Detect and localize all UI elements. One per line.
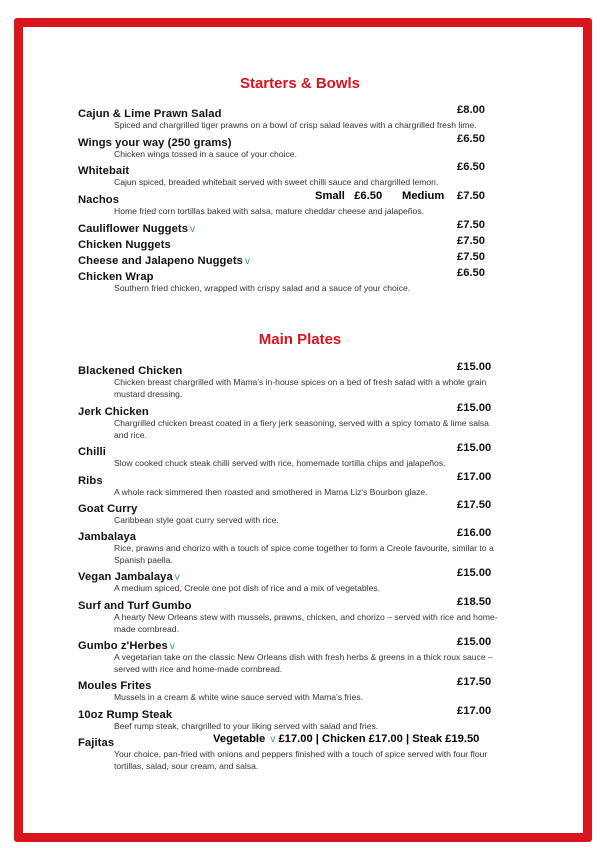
menu-item xyxy=(78,161,498,188)
menu-item xyxy=(78,705,498,732)
item-price: £18.50 xyxy=(457,596,492,608)
item-name: Chicken Wrap xyxy=(78,271,154,283)
menu-item xyxy=(78,567,498,594)
item-price: £17.00 xyxy=(457,705,492,717)
item-name: Blackened Chicken xyxy=(78,365,183,377)
item-name: Whitebait xyxy=(78,165,130,177)
item-price: £15.00 xyxy=(457,567,492,579)
item-description: Chargrilled chicken breast coated in a fiery jerk seasoning, served with a spicy tomato & lime salsa and rice. xyxy=(114,418,489,440)
item-price: £7.50 xyxy=(457,190,485,202)
vegetarian-icon: v xyxy=(244,256,250,267)
vegetarian-icon: v xyxy=(174,572,180,583)
menu-item xyxy=(78,219,498,233)
item-description: Rice, prawns and chorizo with a touch of spice come together to form a Creole favourite, similar to a Spanish paella. xyxy=(114,543,494,565)
item-description: Caribbean style goat curry served with rice. xyxy=(114,515,279,525)
starters-section-title: Starters & Bowls xyxy=(239,75,361,92)
item-description: Slow cooked chuck steak chilli served with rice, homemade tortilla chips and jalapeños. xyxy=(114,458,446,468)
fajitas-prices: £17.00 | Chicken £17.00 | Steak £19.50 xyxy=(278,733,480,745)
item-description: Beef rump steak, chargrilled to your liking served with salad and fries. xyxy=(114,721,379,731)
item-description: Southern fried chicken, wrapped with crispy salad and a sauce of your choice. xyxy=(114,283,411,293)
item-name: Fajitas xyxy=(78,737,115,749)
menu-item xyxy=(78,471,498,498)
item-price: £7.50 xyxy=(457,251,485,263)
item-price: £6.50 xyxy=(457,161,485,173)
item-name: Chilli xyxy=(78,446,106,458)
item-price: £15.00 xyxy=(457,361,492,373)
item-price: £6.50 xyxy=(457,267,485,279)
menu-item xyxy=(78,676,498,703)
item-price: £17.50 xyxy=(457,499,492,511)
item-price: £16.00 xyxy=(457,527,492,539)
item-name: Cauliflower Nuggets xyxy=(78,223,189,235)
item-description: Your choice, pan-fried with onions and peppers finished with a touch of spice served with four flour tortillas, salad, sour cream, and salsa. xyxy=(114,749,488,771)
item-name: Nachos xyxy=(78,194,120,206)
item-description: Spiced and chargrilled tiger prawns on a bowl of crisp salad leaves with a chargrilled fresh lime. xyxy=(114,120,477,130)
menu-item xyxy=(78,267,498,294)
item-name: Cheese and Jalapeno Nuggets xyxy=(78,255,243,267)
item-name: Vegan Jambalaya xyxy=(78,571,173,583)
item-name: 10oz Rump Steak xyxy=(78,709,173,721)
item-description: A medium spiced, Creole one pot dish of rice and a mix of vegetables. xyxy=(114,583,381,593)
menu-item xyxy=(78,361,498,400)
item-name: Moules Frites xyxy=(78,680,152,692)
item-price: £7.50 xyxy=(457,235,485,247)
item-description: Chicken breast chargrilled with Mama's in-house spices on a bed of fresh salad with a whole grain mustard dressing. xyxy=(114,377,487,399)
item-price: £15.00 xyxy=(457,636,492,648)
item-price: £7.50 xyxy=(457,219,485,231)
item-name: Cajun & Lime Prawn Salad xyxy=(78,108,222,120)
menu-item xyxy=(78,596,498,635)
item-price: £17.50 xyxy=(457,676,492,688)
menu-item xyxy=(78,499,498,526)
size-label-medium: Medium xyxy=(402,190,445,202)
menu-item xyxy=(78,636,498,675)
fajitas-vegetable-label: Vegetable xyxy=(213,733,266,745)
mains-section-title: Main Plates xyxy=(258,331,342,348)
menu-item xyxy=(78,251,498,265)
item-description: A vegetarian take on the classic New Orleans dish with fresh herbs & greens in a thick roux sauce – served with rice and home-made cornbread. xyxy=(114,652,493,674)
menu-item xyxy=(78,235,498,249)
vegetarian-icon: v xyxy=(270,734,276,745)
item-name: Chicken Nuggets xyxy=(78,239,171,251)
item-price: £15.00 xyxy=(457,402,492,414)
item-name: Gumbo z'Herbes xyxy=(78,640,168,652)
item-name: Jambalaya xyxy=(78,531,137,543)
menu-item xyxy=(78,527,498,566)
item-name: Ribs xyxy=(78,475,103,487)
menu-item xyxy=(78,190,498,217)
item-price: £17.00 xyxy=(457,471,492,483)
menu-item xyxy=(78,133,498,160)
vegetarian-icon: v xyxy=(169,641,175,652)
item-description: Chicken wings tossed in a sauce of your choice. xyxy=(114,149,297,159)
item-description: Home fried corn tortillas baked with salsa, mature cheddar cheese and jalapeños. xyxy=(114,206,425,216)
size-label-small: Small xyxy=(315,190,345,202)
item-name: Surf and Turf Gumbo xyxy=(78,600,192,612)
item-description: A whole rack simmered then roasted and smothered in Mama Liz's Bourbon glaze. xyxy=(114,487,428,497)
item-name: Goat Curry xyxy=(78,503,138,515)
vegetarian-icon: v xyxy=(190,224,196,235)
item-description: Mussels in a cream & white wine sauce served with Mama's fries. xyxy=(114,692,364,702)
menu-item xyxy=(78,402,498,441)
size-price-small: £6.50 xyxy=(354,190,383,202)
item-price: £8.00 xyxy=(457,104,485,116)
item-price: £15.00 xyxy=(457,442,492,454)
item-description: A hearty New Orleans stew with mussels, prawns, chicken, and chorizo – served with rice and home-made cornbread. xyxy=(114,612,498,634)
item-name: Jerk Chicken xyxy=(78,406,149,418)
item-name: Wings your way (250 grams) xyxy=(78,137,232,149)
item-price: £6.50 xyxy=(457,133,485,145)
menu-item xyxy=(78,104,498,131)
menu-item xyxy=(78,733,498,772)
menu-item xyxy=(78,442,498,469)
item-description: Cajun spiced, breaded whitebait served with sweet chilli sauce and chargrilled lemon. xyxy=(114,177,439,187)
